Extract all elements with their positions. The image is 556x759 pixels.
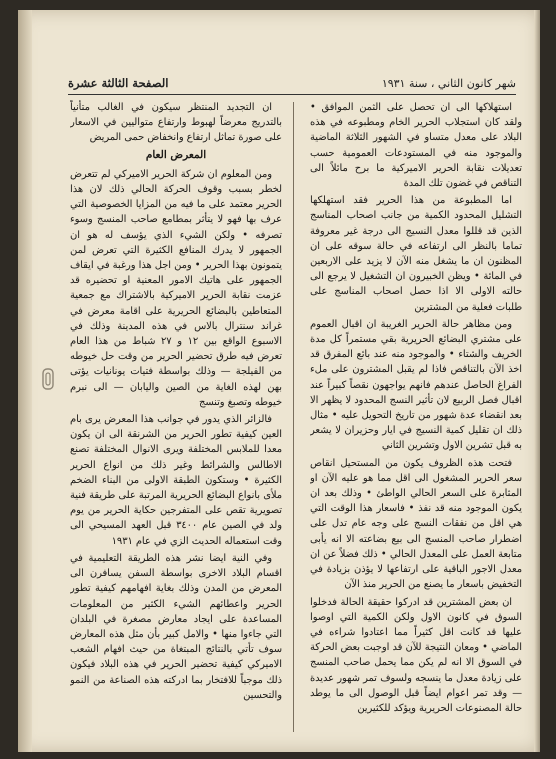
header-page-number: الصفحة الثالثة عشرة	[68, 76, 169, 90]
column-divider	[293, 102, 294, 732]
paragraph: فالزائر الذي يدور في جوانب هذا المعرض يرى بام العين كيفية تطور الحرير من الشرنقة الى ان يكون معدا للملابس المختلفة ويرى الانوال المختلفة تصنع الاطالس والشرائط وغير ذلك من انواع الحرير الكثيرة • وستكون الطبقة الاولى من البناء الضخم ملأى بانواع البضائع الحريرية المرتبة على طريقة فنية تصويرية تقص على المتفرجين حكاية الحرير من يوم ولد في الصين عام ٣٤٠٠ قبل العهد المسيحي الى وقت استعماله الحديث الزي في عام ١٩٣١	[70, 414, 282, 547]
page-edge	[534, 10, 540, 752]
binding-gutter	[18, 10, 32, 752]
paragraph: فتحت هذه الظروف يكون من المستحيل انقاص سعر الحرير المشغول الى اقل مما هو عليه الآن او المثابرة على السعر الحالي الواطئ • وذلك بعد ان يكون الموجود منه قد نفذ • فاسعار هذا الوقت التي هي اقل من نفقات النسج على وجه عام تدل على اضطرار صاحب المنسج الى بيع بضاعته الا انه يأبى متابعة العمل على المعدل الحالي • ذلك فضلاً عن ان معدل الاجور الباقية على ارتفاعها لا يؤذن بزيادة في التخفيض باسعار ما يصنع من الحرير منذ الآن	[310, 457, 522, 591]
document-page	[18, 10, 540, 752]
paragraph: ومن المعلوم ان شركة الحرير الاميركي لم تتعرض لخطر بسبب وقوف الحركة الحالي ذلك لان هذا الحرير معتمد على ما فيه من المزايا الخصوصية التي عرف بها فهو لا يتأثر بمطامع صاحب المنسج وسوء تصرفه • ولكن الشيء الذي يؤسف له هو ان الجمهور لا يدرك المنافع الكثيرة التي تعرض لمن يتمونون بهذا الحرير • ومن اجل هذا ورغبة في ايقاف الجمهور على هاتيك الامور المعنية او تحضيره قد عزمت نقابة الحرير الاميركية بالاشتراك مع جمعية المتعاطين بالبضائع الحريرية على اقامة معرض في غراند سنترال بالاس في هذه المدينة وذلك في الاسبوع الواقع بين ١٢ و ٢٧ شباط من هذا العام تعرض فيه طرق تحضير الحرير من وقت حل خيوطه من الفيلجة — وذلك بواسطة فتيات يونانيات يؤتى بهن لهذه الغاية من الصين واليابان — الى نبرم خيوطه وتصبغ وتنسج	[70, 168, 282, 408]
header-rule	[68, 94, 516, 95]
paragraph: استهلاكها الى ان تحصل على الثمن الموافق • ولقد كان استجلاب الحرير الخام ومطبوعه في هذه البلاد على معدل متساو في الشهور الثلاثة الماضية والموجود منه في المستودعات العمومية حسب تعديلات نقابة الحرير الاميركية ما برح مائلاً الى التناقص في غضون تلك المدة	[310, 102, 522, 190]
paragraph: وفي النية ايضا نشر هذه الطريقة التعليمية في اقسام البلاد الاخرى بواسطة السفن يسافرن الى المعرض من المدن وذلك بغاية افهامهم كيفية تطور الحرير واعطائهم الشيء الكثير من المعلومات المساعدة على ايجاد معارض مصغرة في البلدان التي جاءوا منها • والامل كبير بأن مثل هذه المعارض سوف تأتي بالنتائج المبتغاة من حيث افهام الشعب الاميركي كيفية تحضير الحرير في هذه البلاد فيكون ذلك موجباً للافتخار بما ادركته هذه الصناعة من النمو والتحسين	[70, 552, 282, 701]
paragraph: ان بعض المشترين قد ادركوا حقيقة الحالة فدخلوا السوق في كانون الاول ولكن الكمية التي اوصوا عليها قد كانت اقل كثيراً مما اعتادوا شراءه في الماضي • ومعان النتيجة للآن قد اوجبت بعض الحركة في السوق الا انه لم يكن مما يحمل صاحب المنسج على زيادة معدل ما ينسجه ولسوف تمر شهور عديدة — وقد تمر اعوام ايضاً قبل الوصول الى ما يوطد حالة المصنوعات الحريرية ويؤكد للكثيرين	[310, 596, 522, 714]
paragraph: ومن مظاهر حالة الحرير الغريبة ان اقبال العموم على مشتري البضائع الحريرية بقي مستمراً كل مدة الخريف والشتاء • والموجود منه عند بائع المفرق قد اخذ الآن بالتناقص فاذا لم يقبل المشترون على ملء الفراغ الحاصل عندهم فانهم يواجهون نقصاً كبيراً عند اقبال فصل الربيع لان تأثير النسج المحدود لا يظهر الا بعد انقضاء عدة شهور من تاريخ التحويل عليه • مثال ذلك ان تقليل كمية النسيج في ايار وحزيران لا يشعر به قبل تشرين الاول وتشرين الثاني	[310, 318, 522, 452]
left-column	[70, 100, 282, 740]
paragraph: ان التجديد المنتظر سيكون في الغالب متأنياً بالتدريج معرضاً لهبوط وارتفاع متواليين في الاسعار على صورة تماثل ارتفاع وانخفاض حمى المريض	[70, 102, 282, 144]
binder-clip-icon	[40, 368, 56, 390]
paragraph: اما المطبوعة من هذا الحرير فقد استهلكها التشليل المحدود الكمية من جانب اصحاب المناسج الذين قد قللوا معدل النسيج الى درجة غير معروفة تماما بالنظر الى ارتفاعه في حالة سوقه على ان المظنون ان ما يشغل منه الآن لا يزيد على الاربعين في المائة • ويظن الخبيرون ان التشغيل لا يرجع الى حالته الاولى الا اذا حصل اصحاب المناسج على طلبات فعلية من المشترين	[310, 195, 522, 313]
header-date: شهر كانون الثاني ، سنة ١٩٣١	[381, 76, 516, 90]
right-column	[310, 100, 522, 740]
section-heading: المعرض العام	[145, 148, 207, 161]
page-header	[68, 74, 516, 92]
